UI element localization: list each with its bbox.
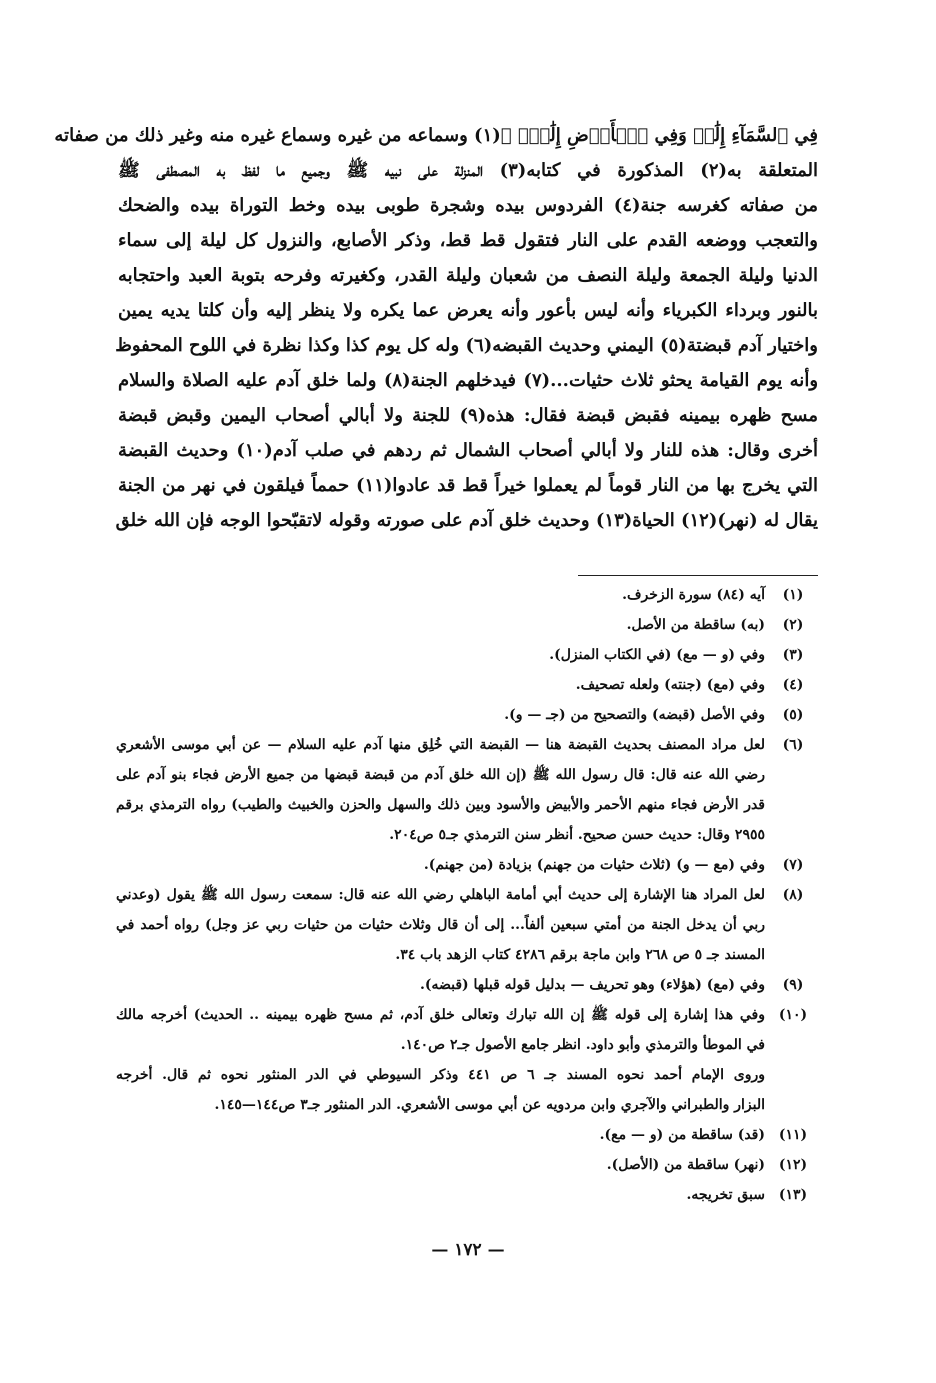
- footnote-line: (به) ساقطة من الأصل.: [626, 617, 765, 633]
- body-line: الدنيا وليلة الجمعة وليلة النصف من شعبان وليلة القدر، وكغيرته وفرحه بتوبة العبد واحتجابه: [118, 265, 818, 286]
- footnotes-section: [116, 580, 821, 1210]
- footnote: [116, 610, 821, 640]
- footnote-text: [116, 580, 765, 610]
- footnote-line: وفي هذا إشارة إلى قوله ﷺ إن الله تبارك وتعالى خلق آدم، ثم مسح ظهره بيمينه .. الحديث) أخرجه مالك: [116, 1007, 765, 1023]
- footnote-text: [116, 610, 765, 640]
- footnote-line: ٢٩٥٥ وقال: حديث حسن صحيح. أنظر سنن الترمذي جـ٥ ص٢٠٤.: [389, 827, 765, 843]
- footnote-line: وفي الأصل (قبضه) والتصحيح من (جـ — و).: [504, 707, 765, 723]
- footnote: [116, 670, 821, 700]
- footnote-number: (١٠): [778, 1007, 808, 1023]
- footnote: [116, 1060, 821, 1120]
- body-line: أخرى وقال: هذه للنار ولا أبالي أصحاب الشمال ثم ردهم في صلب آدم(١٠) وحديث القبضة: [118, 440, 818, 461]
- footnote-line: (قد) ساقطة من (و — مع).: [599, 1127, 765, 1143]
- body-line: والتعجب ووضعه القدم على النار فتقول قط قط، وذكر الأصابع، والنزول كل ليلة إلى سماء: [118, 230, 818, 251]
- footnote-number: (٤): [782, 677, 804, 693]
- footnote: [116, 880, 821, 970]
- footnote-number: (٦): [782, 737, 804, 753]
- main-body-text: [54, 118, 819, 538]
- footnote: [116, 730, 821, 850]
- footnote: [116, 850, 821, 880]
- footnote-line: في الموطأ والترمذي وأبو داود. انظر جامع الأصول جـ٢ ص١٤٠.: [400, 1037, 765, 1053]
- body-line: فِي ٱلسَّمَآءِ إِلَٰهٞ وَفِي ٱلۡأَرۡضِ إِلَٰهٞۚ ﴾(١) وسماعه من غيره وسماع غيره منه وغير ذلك من صفاته: [54, 125, 818, 146]
- footnote-number: (٥): [782, 707, 804, 723]
- footnote-text: [116, 970, 765, 1000]
- footnote: [116, 1120, 821, 1150]
- footnote-text: [116, 850, 765, 880]
- footnote: [116, 1000, 821, 1060]
- footnote-text: [116, 700, 765, 730]
- footnote-number: (٩): [782, 977, 804, 993]
- footnote-line: لعل مراد المصنف بحديث القبضة هنا — القبضة التي خُلِق منها آدم عليه السلام — عن أبي موسى الأشعري: [116, 737, 765, 753]
- footnote-text: [116, 640, 765, 670]
- footnote-line: آيه (٨٤) سورة الزخرف.: [622, 587, 765, 603]
- footnote-line: قدر الأرض فجاء منهم الأحمر والأبيض والأسود وبين ذلك والسهل والحزن والخبيث والطيب) رواه الترمذي برقم: [116, 797, 765, 813]
- footnote-line: سبق تخريجه.: [686, 1187, 765, 1203]
- footnote-line: ربي أن يدخل الجنة من أمتي سبعين ألفاً... إلى أن قال وثلاث حثيات من حثيات ربي عز وجل) رواه أحمد في: [116, 917, 766, 933]
- footnote-line: وفي (و — مع) (في الكتاب المنزل).: [549, 647, 765, 663]
- footnote: [116, 1150, 821, 1180]
- footnote-line: المسند جـ ٥ ص ٢٦٨ وابن ماجة برقم ٤٢٨٦ كتاب الزهد باب ٣٤.: [395, 947, 765, 963]
- footnote-number: (٢): [782, 617, 804, 633]
- body-line: يقال له (نهر)(١٢) الحياة(١٣) وحديث خلق آدم على صورته وقوله لاتقبّحوا الوجه فإن الله خلق: [115, 510, 818, 531]
- footnote-text: [116, 1000, 765, 1060]
- footnote: [116, 1180, 821, 1210]
- footnote-line: وفي (مع — و) (ثلاث حثيات من جهنم) بزيادة (من جهنم).: [423, 857, 765, 873]
- footnote-text: [116, 1150, 765, 1180]
- page-number: — ١٧٢ —: [431, 1240, 505, 1260]
- body-line: مسح ظهره بيمينه فقبض قبضة فقال: هذه(٩) للجنة ولا أبالي أصحاب اليمين وقبض قبضة: [118, 405, 818, 426]
- footnote-text: [116, 880, 765, 970]
- footnote-text: [116, 670, 765, 700]
- footnote: [116, 640, 821, 670]
- footnote-text: [116, 1060, 765, 1120]
- footnote-line: رضي الله عنه قال: قال رسول الله ﷺ (إن الله خلق آدم من قبضة قبضها من جميع الأرض فجاء بنو آدم على: [116, 767, 765, 783]
- footnote-text: [116, 730, 765, 850]
- footnote-line: وفي (مع) (هؤلاء) وهو تحريف — بدليل قوله قبلها (قبضه).: [419, 977, 765, 993]
- footnote-number: (١٣): [778, 1187, 808, 1203]
- body-line: واختيار آدم قبضتة(٥) اليمني وحديث القبضه(٦) وله كل يوم كذا وكذا نظرة في اللوح المحفوظ: [115, 335, 818, 356]
- footnote-number: (١٢): [778, 1157, 808, 1173]
- footnote: [116, 970, 821, 1000]
- footnote-line: (نهر) ساقطة من (الأصل).: [606, 1157, 765, 1173]
- footnote-separator: [578, 575, 818, 576]
- footnote-line: لعل المراد هنا الإشارة إلى حديث أبي أمامة الباهلي رضي الله عنه قال: سمعت رسول الله ﷺ يقول (وعدني: [116, 887, 765, 903]
- body-line: بالنور وبرداء الكبرياء وأنه ليس بأعور وأنه يعرض عما يكره ولا ينظر إليه وأن كلتا يديه يمين: [118, 300, 818, 321]
- footnote-line: وفي (مع) (جنته) ولعله تصحيف.: [575, 677, 765, 693]
- footnote-number: (٧): [782, 857, 804, 873]
- body-line: المتعلقة به(٢) المذكورة في كتابه(٣) المنزلة على نبيه ﷺ وجميع ما لفظ به المصطفى ﷺ: [118, 160, 819, 181]
- footnote-text: [116, 1180, 765, 1210]
- body-line: وأنه يوم القيامة يحثو ثلاث حثيات...(٧) فيدخلهم الجنة(٨) ولما خلق آدم عليه الصلاة والسلام: [118, 370, 819, 391]
- footnote: [116, 580, 821, 610]
- footnote-line: وروى الإمام أحمد نحوه المسند جـ ٦ ص ٤٤١ وذكر السيوطي في الدر المنثور نحوه ثم قال. أخرجه: [116, 1067, 765, 1083]
- footnote-number: (١): [782, 587, 804, 603]
- body-line: من صفاته كغرسه جنة(٤) الفردوس بيده وشجرة طوبى بيده وخط التوراة بيده والضحك: [118, 195, 818, 216]
- footnote: [116, 700, 821, 730]
- body-line: التي يخرج بها من النار قوماً لم يعملوا خيراً قط قد عادوا(١١) حمماً فيلقون في نهر من الجنة: [118, 475, 818, 496]
- footnote-number: (٨): [782, 887, 804, 903]
- footnote-text: [116, 1120, 765, 1150]
- footnote-number: (٣): [782, 647, 804, 663]
- footnote-number: (١١): [778, 1127, 808, 1143]
- footnote-line: البزار والطبراني والآجري وابن مردويه عن أبي موسى الأشعري. الدر المنثور جـ٣ ص١٤٤—١٤٥.: [214, 1097, 765, 1113]
